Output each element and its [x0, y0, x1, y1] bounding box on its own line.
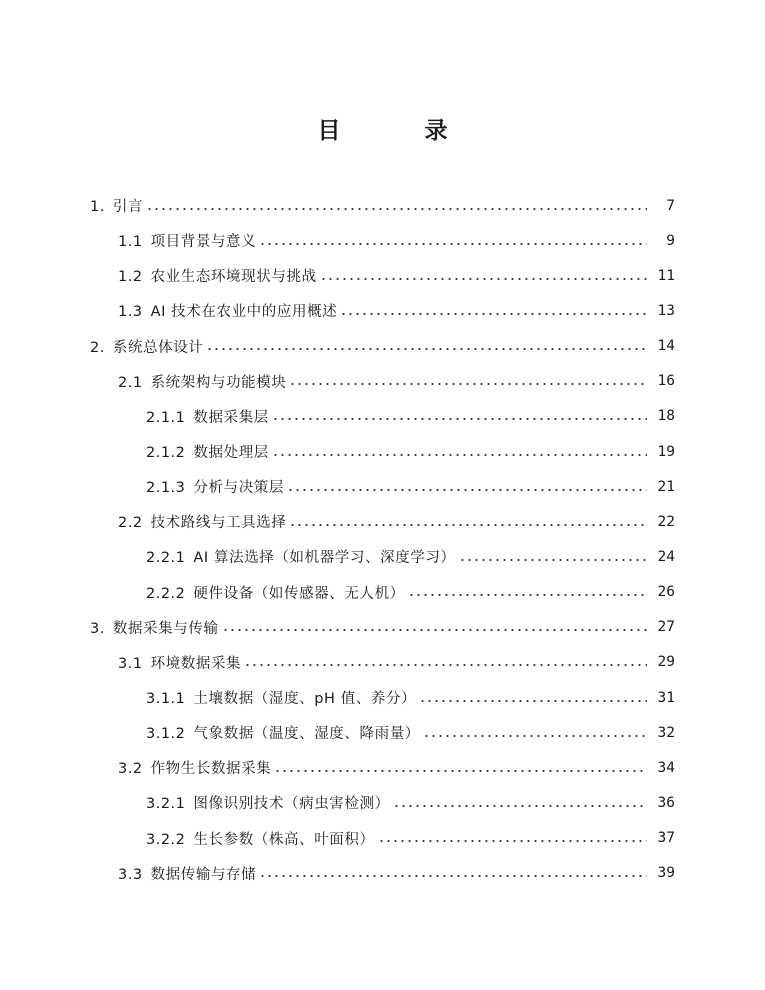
toc-entry[interactable]	[0, 539, 765, 574]
toc-entry-number: 2.2.2	[146, 585, 186, 602]
toc-page-number: 32	[657, 724, 675, 741]
toc-page-number: 7	[666, 197, 675, 214]
toc-entry[interactable]	[0, 610, 765, 645]
toc-page-number: 36	[657, 794, 675, 811]
toc-entry-title	[146, 687, 419, 708]
toc-page-number: 22	[657, 513, 675, 530]
toc-entry-number: 2.1.2	[146, 445, 186, 462]
toc-entry-number: 3.1.2	[146, 726, 186, 743]
dot-leader	[320, 271, 647, 287]
toc-entry-number: 1.3	[118, 304, 143, 321]
toc-page-number: 34	[657, 759, 675, 776]
dot-leader	[423, 728, 647, 744]
toc-page-number: 37	[657, 830, 675, 847]
toc-entry-title	[90, 195, 146, 216]
toc-entry-text: 数据采集层	[193, 409, 269, 426]
dot-leader	[206, 341, 647, 357]
toc-entry-number: 1.	[90, 199, 105, 216]
dot-leader	[146, 201, 647, 217]
toc-entry-number: 3.1.1	[146, 691, 186, 708]
toc-entry-number: 2.2.1	[146, 550, 186, 567]
toc-entry-text: 分析与决策层	[193, 480, 285, 497]
toc-entry[interactable]	[0, 575, 765, 610]
toc-page-number: 24	[657, 548, 675, 565]
dot-leader	[378, 833, 647, 849]
toc-entry-text: 硬件设备（如传感器、无人机）	[193, 585, 405, 602]
toc-entry-text: AI 算法选择（如机器学习、深度学习）	[193, 550, 456, 567]
toc-entry-title	[146, 441, 272, 462]
toc-page-number: 39	[657, 865, 675, 882]
toc-entry-text: 系统架构与功能模块	[150, 374, 287, 391]
dot-leader	[289, 376, 647, 392]
toc-entry-title	[118, 652, 244, 673]
toc-page-number: 16	[657, 373, 675, 390]
toc-entry[interactable]	[0, 293, 765, 328]
toc-entry-text: 生长参数（株高、叶面积）	[193, 831, 375, 848]
toc-entry-title	[118, 300, 340, 321]
toc-page-number: 31	[657, 689, 675, 706]
toc-entry-text: 环境数据采集	[150, 655, 242, 672]
dot-leader	[287, 482, 647, 498]
dot-leader	[340, 306, 647, 322]
toc-entry-title	[118, 863, 259, 884]
toc-entry-title	[146, 582, 408, 603]
toc-entry[interactable]	[0, 750, 765, 785]
toc-entry-number: 2.1.1	[146, 409, 186, 426]
toc-entry-number: 1.1	[118, 234, 143, 251]
toc-entry-title	[146, 546, 459, 567]
toc-entry[interactable]	[0, 715, 765, 750]
toc-entry-text: AI 技术在农业中的应用概述	[150, 304, 338, 321]
toc-entry[interactable]	[0, 504, 765, 539]
dot-leader	[289, 517, 647, 533]
toc-entry[interactable]	[0, 223, 765, 258]
toc-entry-title	[146, 406, 272, 427]
toc-entry-number: 1.2	[118, 269, 143, 286]
toc-page-number: 27	[657, 619, 675, 636]
dot-leader	[274, 763, 647, 779]
toc-entry[interactable]	[0, 329, 765, 364]
dot-leader	[259, 236, 647, 252]
toc-page-number: 21	[657, 478, 675, 495]
toc-entry-text: 气象数据（温度、湿度、降雨量）	[193, 726, 420, 743]
toc-entry[interactable]	[0, 188, 765, 223]
toc-entry-number: 2.2	[118, 515, 143, 532]
toc-entry-text: 技术路线与工具选择	[150, 515, 287, 532]
dot-leader	[222, 622, 647, 638]
toc-entry-title	[118, 371, 289, 392]
toc-page-number: 29	[657, 654, 675, 671]
toc-entry-title	[146, 828, 378, 849]
toc-entry-number: 3.1	[118, 655, 143, 672]
toc-entry-title	[146, 792, 393, 813]
toc-entry[interactable]	[0, 645, 765, 680]
toc-page-number: 14	[657, 338, 675, 355]
toc-page-number: 11	[657, 267, 675, 284]
toc-page-number: 18	[657, 408, 675, 425]
page-title: 目 录	[317, 118, 486, 144]
toc-entry-title	[90, 617, 222, 638]
dot-leader	[244, 657, 647, 673]
toc-entry[interactable]	[0, 364, 765, 399]
toc-entry[interactable]	[0, 856, 765, 891]
dot-leader	[272, 411, 647, 427]
toc-entry-title	[146, 476, 287, 497]
toc-entry-number: 3.2.2	[146, 831, 186, 848]
dot-leader	[408, 587, 647, 603]
toc-entry[interactable]	[0, 399, 765, 434]
toc-entry-number: 3.2	[118, 761, 143, 778]
toc-entry-number: 3.2.1	[146, 796, 186, 813]
dot-leader	[259, 868, 647, 884]
toc-entry-title	[118, 511, 289, 532]
toc-entry[interactable]	[0, 680, 765, 715]
toc-entry[interactable]	[0, 785, 765, 820]
toc-entry-title	[146, 722, 423, 743]
toc-page-number: 19	[657, 443, 675, 460]
toc-entry-number: 3.3	[118, 866, 143, 883]
toc-entry-text: 引言	[112, 199, 144, 216]
dot-leader	[272, 447, 647, 463]
toc-entry-text: 图像识别技术（病虫害检测）	[193, 796, 390, 813]
toc-entry-text: 项目背景与意义	[150, 234, 257, 251]
toc-entry[interactable]	[0, 469, 765, 504]
toc-entry-title	[118, 230, 259, 251]
dot-leader	[459, 552, 647, 568]
toc-entry-text: 数据采集与传输	[112, 620, 219, 637]
toc-entry-text: 数据传输与存储	[150, 866, 257, 883]
toc-entry-text: 系统总体设计	[112, 339, 204, 356]
toc-entry-number: 2.1	[118, 374, 143, 391]
toc-entry-title	[118, 265, 320, 286]
toc-page-number: 9	[666, 232, 675, 249]
toc-entry-text: 数据处理层	[193, 445, 269, 462]
toc-entry-number: 2.	[90, 339, 105, 356]
toc-entry[interactable]	[0, 258, 765, 293]
dot-leader	[393, 798, 647, 814]
toc-entry-title	[90, 336, 206, 357]
toc-page-number: 26	[657, 584, 675, 601]
toc-page-number: 13	[657, 302, 675, 319]
toc-entry[interactable]	[0, 434, 765, 469]
toc-entry-text: 农业生态环境现状与挑战	[150, 269, 317, 286]
toc-entry-number: 2.1.3	[146, 480, 186, 497]
table-of-contents	[0, 188, 765, 891]
toc-entry-number: 3.	[90, 620, 105, 637]
toc-entry-text: 作物生长数据采集	[150, 761, 272, 778]
dot-leader	[419, 693, 647, 709]
toc-entry[interactable]	[0, 821, 765, 856]
toc-entry-text: 土壤数据（湿度、pH 值、养分）	[193, 691, 417, 708]
toc-entry-title	[118, 757, 274, 778]
